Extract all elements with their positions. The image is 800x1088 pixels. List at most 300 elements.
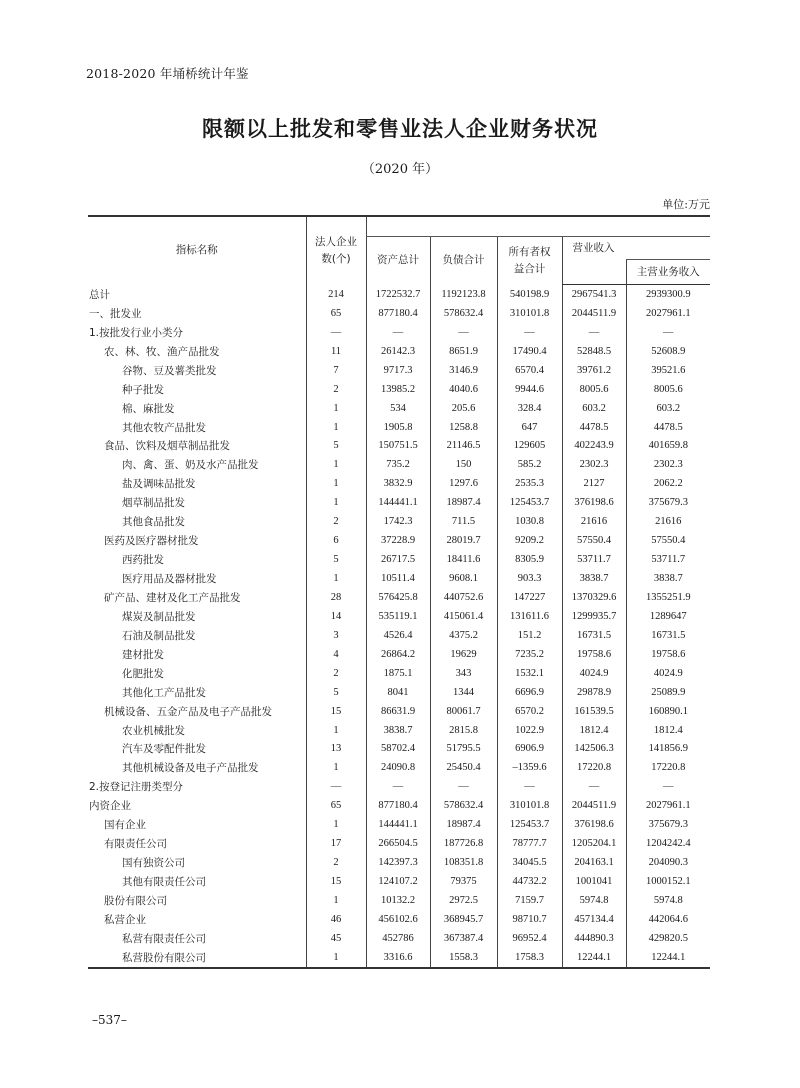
row-indicator-name: 西药批发: [122, 554, 164, 567]
row-indicator-name: 谷物、豆及薯类批发: [122, 364, 217, 377]
cell-main-business-revenue: 375679.3: [626, 815, 710, 834]
cell-owners-equity: 151.2: [497, 626, 562, 645]
header-equity-line2: 益合计: [513, 262, 546, 275]
page-number: –537–: [92, 1013, 127, 1027]
running-head: 2018-2020 年埇桥统计年鉴: [86, 66, 249, 81]
cell-enterprise-count: 1: [306, 758, 366, 777]
cell-owners-equity: —: [497, 777, 562, 796]
cell-operating-revenue: 1001041: [562, 872, 626, 891]
header-equity-line1: 所有者权: [508, 245, 551, 258]
cell-main-business-revenue: 57550.4: [626, 531, 710, 550]
table-row: [88, 399, 710, 418]
cell-main-business-revenue: 4478.5: [626, 418, 710, 437]
cell-main-business-revenue: 12244.1: [626, 948, 710, 968]
row-indicator-name: 其他化工产品批发: [122, 686, 206, 699]
cell-owners-equity: 585.2: [497, 455, 562, 474]
cell-operating-revenue: 376198.6: [562, 815, 626, 834]
table-row: [88, 569, 710, 588]
cell-operating-revenue: 57550.4: [562, 531, 626, 550]
cell-owners-equity: 34045.5: [497, 853, 562, 872]
table-row: [88, 342, 710, 361]
cell-main-business-revenue: 19758.6: [626, 645, 710, 664]
cell-owners-equity: 125453.7: [497, 493, 562, 512]
cell-operating-revenue: 204163.1: [562, 853, 626, 872]
row-indicator-name: 其他有限责任公司: [122, 876, 206, 889]
cell-total-assets: 26864.2: [366, 645, 430, 664]
cell-enterprise-count: 2: [306, 664, 366, 683]
cell-operating-revenue: 16731.5: [562, 626, 626, 645]
cell-enterprise-count: 3: [306, 626, 366, 645]
cell-operating-revenue: 4478.5: [562, 418, 626, 437]
row-indicator-name: 建材批发: [122, 648, 164, 661]
cell-owners-equity: 647: [497, 418, 562, 437]
cell-operating-revenue: 1370329.6: [562, 588, 626, 607]
cell-total-assets: 58702.4: [366, 740, 430, 759]
row-indicator-name: 其他机械设备及电子产品批发: [122, 762, 259, 775]
cell-owners-equity: 1532.1: [497, 664, 562, 683]
cell-operating-revenue: 402243.9: [562, 437, 626, 456]
financial-table-container: [88, 215, 710, 969]
cell-main-business-revenue: 401659.8: [626, 437, 710, 456]
cell-main-business-revenue: —: [626, 323, 710, 342]
row-indicator-name: 内资企业: [89, 800, 131, 813]
cell-operating-revenue: 2967541.3: [562, 285, 626, 304]
table-row: [88, 702, 710, 721]
cell-main-business-revenue: 1289647: [626, 607, 710, 626]
cell-main-business-revenue: 2027961.1: [626, 796, 710, 815]
cell-total-assets: 13985.2: [366, 380, 430, 399]
cell-main-business-revenue: 39521.6: [626, 361, 710, 380]
cell-total-assets: 8041: [366, 683, 430, 702]
header-indicator-name: 指标名称: [88, 216, 306, 285]
cell-owners-equity: 540198.9: [497, 285, 562, 304]
row-indicator-name: 股份有限公司: [104, 894, 167, 907]
cell-owners-equity: 8305.9: [497, 550, 562, 569]
page-subtitle: （2020 年）: [361, 162, 439, 177]
cell-main-business-revenue: 5974.8: [626, 891, 710, 910]
cell-operating-revenue: 4024.9: [562, 664, 626, 683]
row-indicator-name: 汽车及零配件批发: [122, 743, 206, 756]
cell-total-liabilities: 51795.5: [430, 740, 497, 759]
cell-main-business-revenue: 4024.9: [626, 664, 710, 683]
financial-table: [88, 215, 710, 969]
table-row: [88, 607, 710, 626]
row-indicator-name: 1.按批发行业小类分: [89, 326, 184, 339]
cell-operating-revenue: —: [562, 323, 626, 342]
header-count-line1: 法人企业: [315, 235, 357, 248]
cell-main-business-revenue: 52608.9: [626, 342, 710, 361]
cell-owners-equity: 96952.4: [497, 929, 562, 948]
row-indicator-name: 机械设备、五金产品及电子产品批发: [104, 705, 272, 718]
table-row: [88, 474, 710, 493]
cell-operating-revenue: 29878.9: [562, 683, 626, 702]
cell-total-assets: 10511.4: [366, 569, 430, 588]
cell-enterprise-count: 6: [306, 531, 366, 550]
cell-total-liabilities: 79375: [430, 872, 497, 891]
cell-operating-revenue: 52848.5: [562, 342, 626, 361]
cell-total-assets: 3832.9: [366, 474, 430, 493]
cell-main-business-revenue: 1812.4: [626, 721, 710, 740]
cell-enterprise-count: 1: [306, 815, 366, 834]
cell-main-business-revenue: 160890.1: [626, 702, 710, 721]
cell-main-business-revenue: 2027961.1: [626, 304, 710, 323]
cell-enterprise-count: 65: [306, 304, 366, 323]
cell-owners-equity: 6570.2: [497, 702, 562, 721]
table-row: [88, 929, 710, 948]
cell-total-assets: 37228.9: [366, 531, 430, 550]
table-row: [88, 512, 710, 531]
cell-main-business-revenue: 1204242.4: [626, 834, 710, 853]
cell-owners-equity: 98710.7: [497, 910, 562, 929]
table-row: [88, 361, 710, 380]
cell-main-business-revenue: 2062.2: [626, 474, 710, 493]
cell-main-business-revenue: 429820.5: [626, 929, 710, 948]
cell-operating-revenue: 1812.4: [562, 721, 626, 740]
header-revenue: 营业收入: [562, 237, 710, 260]
cell-enterprise-count: 11: [306, 342, 366, 361]
row-indicator-name: 食品、饮料及烟草制品批发: [104, 440, 230, 453]
cell-total-assets: 1905.8: [366, 418, 430, 437]
cell-owners-equity: 1030.8: [497, 512, 562, 531]
cell-operating-revenue: 161539.5: [562, 702, 626, 721]
cell-operating-revenue: 21616: [562, 512, 626, 531]
row-indicator-name: 有限责任公司: [104, 838, 167, 851]
cell-main-business-revenue: 442064.6: [626, 910, 710, 929]
cell-total-assets: 3838.7: [366, 721, 430, 740]
table-row: [88, 758, 710, 777]
cell-operating-revenue: 17220.8: [562, 758, 626, 777]
cell-operating-revenue: 457134.4: [562, 910, 626, 929]
cell-main-business-revenue: 17220.8: [626, 758, 710, 777]
header-main-revenue: 主营业务收入: [626, 260, 710, 285]
cell-owners-equity: 78777.7: [497, 834, 562, 853]
cell-owners-equity: 1758.3: [497, 948, 562, 968]
cell-enterprise-count: 214: [306, 285, 366, 304]
row-indicator-name: 肉、禽、蛋、奶及水产品批发: [122, 459, 259, 472]
table-row: [88, 948, 710, 968]
table-row: [88, 626, 710, 645]
row-indicator-name: 矿产品、建材及化工产品批发: [104, 591, 241, 604]
row-indicator-name: 农、林、牧、渔产品批发: [104, 345, 220, 358]
table-row: [88, 740, 710, 759]
cell-operating-revenue: 5974.8: [562, 891, 626, 910]
header-assets: 资产总计: [366, 237, 430, 285]
cell-total-liabilities: 578632.4: [430, 796, 497, 815]
cell-total-assets: 10132.2: [366, 891, 430, 910]
cell-enterprise-count: 45: [306, 929, 366, 948]
header-liabilities: 负债合计: [430, 237, 497, 285]
table-row: [88, 550, 710, 569]
row-indicator-name: 棉、麻批发: [122, 402, 175, 415]
cell-total-liabilities: 1192123.8: [430, 285, 497, 304]
cell-main-business-revenue: 25089.9: [626, 683, 710, 702]
cell-total-liabilities: 80061.7: [430, 702, 497, 721]
cell-total-liabilities: 25450.4: [430, 758, 497, 777]
cell-owners-equity: 125453.7: [497, 815, 562, 834]
cell-owners-equity: 1022.9: [497, 721, 562, 740]
cell-operating-revenue: 3838.7: [562, 569, 626, 588]
cell-operating-revenue: 19758.6: [562, 645, 626, 664]
cell-total-assets: 144441.1: [366, 493, 430, 512]
cell-main-business-revenue: 1355251.9: [626, 588, 710, 607]
table-row: [88, 891, 710, 910]
page-title: 限额以上批发和零售业法人企业财务状况: [202, 117, 598, 141]
table-row: [88, 815, 710, 834]
cell-operating-revenue: 39761.2: [562, 361, 626, 380]
header-equity: [497, 237, 562, 285]
cell-total-liabilities: 2972.5: [430, 891, 497, 910]
cell-enterprise-count: 65: [306, 796, 366, 815]
cell-total-assets: 877180.4: [366, 796, 430, 815]
cell-operating-revenue: 2302.3: [562, 455, 626, 474]
cell-main-business-revenue: 2939300.9: [626, 285, 710, 304]
table-row: [88, 664, 710, 683]
cell-operating-revenue: 2044511.9: [562, 796, 626, 815]
row-indicator-name: 私营企业: [104, 913, 146, 926]
cell-total-assets: 26142.3: [366, 342, 430, 361]
cell-total-assets: 3316.6: [366, 948, 430, 968]
row-indicator-name: 国有独资公司: [122, 857, 185, 870]
cell-total-liabilities: 367387.4: [430, 929, 497, 948]
cell-total-liabilities: 1558.3: [430, 948, 497, 968]
table-row: [88, 418, 710, 437]
cell-total-liabilities: 28019.7: [430, 531, 497, 550]
cell-enterprise-count: 46: [306, 910, 366, 929]
cell-enterprise-count: 1: [306, 418, 366, 437]
table-row: [88, 323, 710, 342]
cell-total-liabilities: 18987.4: [430, 815, 497, 834]
cell-total-assets: 1742.3: [366, 512, 430, 531]
cell-main-business-revenue: 21616: [626, 512, 710, 531]
cell-owners-equity: 2535.3: [497, 474, 562, 493]
table-row: [88, 721, 710, 740]
cell-owners-equity: 9209.2: [497, 531, 562, 550]
cell-enterprise-count: 1: [306, 493, 366, 512]
cell-total-liabilities: 343: [430, 664, 497, 683]
cell-main-business-revenue: 1000152.1: [626, 872, 710, 891]
cell-owners-equity: 44732.2: [497, 872, 562, 891]
cell-enterprise-count: 1: [306, 455, 366, 474]
row-indicator-name: 2.按登记注册类型分: [89, 781, 184, 794]
cell-owners-equity: 6570.4: [497, 361, 562, 380]
cell-main-business-revenue: 375679.3: [626, 493, 710, 512]
cell-total-liabilities: 415061.4: [430, 607, 497, 626]
table-row: [88, 455, 710, 474]
cell-owners-equity: 147227: [497, 588, 562, 607]
cell-total-assets: 9717.3: [366, 361, 430, 380]
cell-total-liabilities: 4040.6: [430, 380, 497, 399]
cell-operating-revenue: 142506.3: [562, 740, 626, 759]
cell-total-liabilities: 3146.9: [430, 361, 497, 380]
table-row: [88, 645, 710, 664]
cell-enterprise-count: 5: [306, 683, 366, 702]
cell-total-liabilities: 18987.4: [430, 493, 497, 512]
row-indicator-name: 一、批发业: [89, 307, 142, 320]
cell-total-assets: 877180.4: [366, 304, 430, 323]
cell-enterprise-count: 14: [306, 607, 366, 626]
unit-label: 单位:万元: [662, 198, 710, 211]
cell-total-assets: 4526.4: [366, 626, 430, 645]
cell-enterprise-count: 13: [306, 740, 366, 759]
cell-total-liabilities: 19629: [430, 645, 497, 664]
table-row: [88, 777, 710, 796]
cell-total-liabilities: 1297.6: [430, 474, 497, 493]
cell-operating-revenue: —: [562, 777, 626, 796]
cell-total-assets: 1722532.7: [366, 285, 430, 304]
cell-enterprise-count: 5: [306, 437, 366, 456]
row-indicator-name: 种子批发: [122, 383, 164, 396]
cell-total-assets: 144441.1: [366, 815, 430, 834]
cell-main-business-revenue: 3838.7: [626, 569, 710, 588]
table-row: [88, 853, 710, 872]
cell-total-liabilities: 711.5: [430, 512, 497, 531]
cell-operating-revenue: 376198.6: [562, 493, 626, 512]
cell-enterprise-count: —: [306, 323, 366, 342]
cell-operating-revenue: 1205204.1: [562, 834, 626, 853]
cell-total-assets: 86631.9: [366, 702, 430, 721]
table-row: [88, 834, 710, 853]
cell-total-assets: 26717.5: [366, 550, 430, 569]
cell-owners-equity: –1359.6: [497, 758, 562, 777]
cell-owners-equity: 17490.4: [497, 342, 562, 361]
cell-total-liabilities: —: [430, 777, 497, 796]
table-row: [88, 285, 710, 304]
cell-enterprise-count: 1: [306, 721, 366, 740]
table-body: [88, 285, 710, 968]
cell-total-assets: 535119.1: [366, 607, 430, 626]
cell-enterprise-count: 1: [306, 948, 366, 968]
table-row: [88, 683, 710, 702]
table-row: [88, 380, 710, 399]
cell-enterprise-count: 28: [306, 588, 366, 607]
cell-main-business-revenue: 53711.7: [626, 550, 710, 569]
cell-enterprise-count: 2: [306, 512, 366, 531]
cell-main-business-revenue: 603.2: [626, 399, 710, 418]
cell-owners-equity: 131611.6: [497, 607, 562, 626]
cell-operating-revenue: 12244.1: [562, 948, 626, 968]
cell-enterprise-count: 1: [306, 569, 366, 588]
row-indicator-name: 农业机械批发: [122, 724, 185, 737]
cell-total-liabilities: 187726.8: [430, 834, 497, 853]
cell-enterprise-count: 1: [306, 474, 366, 493]
cell-enterprise-count: 2: [306, 380, 366, 399]
row-indicator-name: 国有企业: [104, 819, 146, 832]
cell-total-liabilities: 205.6: [430, 399, 497, 418]
cell-total-assets: 452786: [366, 929, 430, 948]
cell-total-liabilities: 8651.9: [430, 342, 497, 361]
row-indicator-name: 烟草制品批发: [122, 497, 185, 510]
cell-operating-revenue: 8005.6: [562, 380, 626, 399]
cell-total-liabilities: 440752.6: [430, 588, 497, 607]
header-count-line2: 数(个): [321, 252, 351, 265]
cell-operating-revenue: 2044511.9: [562, 304, 626, 323]
row-indicator-name: 其他食品批发: [122, 516, 185, 529]
cell-operating-revenue: 1299935.7: [562, 607, 626, 626]
table-row: [88, 493, 710, 512]
cell-total-liabilities: 9608.1: [430, 569, 497, 588]
cell-operating-revenue: 444890.3: [562, 929, 626, 948]
row-indicator-name: 私营有限责任公司: [122, 932, 206, 945]
cell-total-assets: 24090.8: [366, 758, 430, 777]
header-revenue-spacer: [562, 260, 626, 285]
cell-owners-equity: —: [497, 323, 562, 342]
cell-total-liabilities: 21146.5: [430, 437, 497, 456]
cell-total-liabilities: 578632.4: [430, 304, 497, 323]
header-group-spacer: [366, 216, 710, 237]
cell-total-liabilities: 18411.6: [430, 550, 497, 569]
cell-main-business-revenue: 8005.6: [626, 380, 710, 399]
cell-enterprise-count: 1: [306, 891, 366, 910]
cell-owners-equity: 903.3: [497, 569, 562, 588]
row-indicator-name: 石油及制品批发: [122, 629, 196, 642]
row-indicator-name: 化肥批发: [122, 667, 164, 680]
cell-enterprise-count: 2: [306, 853, 366, 872]
cell-enterprise-count: 15: [306, 702, 366, 721]
row-indicator-name: 医药及医疗器材批发: [104, 535, 199, 548]
cell-total-assets: —: [366, 777, 430, 796]
cell-enterprise-count: 15: [306, 872, 366, 891]
cell-enterprise-count: 4: [306, 645, 366, 664]
table-row: [88, 437, 710, 456]
cell-total-liabilities: 1258.8: [430, 418, 497, 437]
cell-owners-equity: 6906.9: [497, 740, 562, 759]
cell-total-assets: 142397.3: [366, 853, 430, 872]
cell-owners-equity: 7159.7: [497, 891, 562, 910]
table-row: [88, 910, 710, 929]
cell-total-assets: 534: [366, 399, 430, 418]
cell-enterprise-count: 17: [306, 834, 366, 853]
table-row: [88, 588, 710, 607]
cell-operating-revenue: 53711.7: [562, 550, 626, 569]
cell-total-assets: 735.2: [366, 455, 430, 474]
table-row: [88, 872, 710, 891]
cell-owners-equity: 129605: [497, 437, 562, 456]
cell-total-liabilities: 108351.8: [430, 853, 497, 872]
cell-main-business-revenue: —: [626, 777, 710, 796]
cell-main-business-revenue: 2302.3: [626, 455, 710, 474]
cell-total-liabilities: 368945.7: [430, 910, 497, 929]
row-indicator-name: 医疗用品及器材批发: [122, 573, 217, 586]
cell-owners-equity: 9944.6: [497, 380, 562, 399]
cell-enterprise-count: —: [306, 777, 366, 796]
cell-owners-equity: 6696.9: [497, 683, 562, 702]
table-row: [88, 531, 710, 550]
table-row: [88, 796, 710, 815]
row-indicator-name: 其他农牧产品批发: [122, 421, 206, 434]
cell-enterprise-count: 1: [306, 399, 366, 418]
cell-total-liabilities: —: [430, 323, 497, 342]
cell-owners-equity: 7235.2: [497, 645, 562, 664]
cell-main-business-revenue: 204090.3: [626, 853, 710, 872]
cell-operating-revenue: 603.2: [562, 399, 626, 418]
cell-owners-equity: 310101.8: [497, 796, 562, 815]
cell-total-liabilities: 1344: [430, 683, 497, 702]
cell-owners-equity: 310101.8: [497, 304, 562, 323]
cell-total-liabilities: 4375.2: [430, 626, 497, 645]
table-row: [88, 304, 710, 323]
cell-total-assets: 150751.5: [366, 437, 430, 456]
cell-total-assets: 456102.6: [366, 910, 430, 929]
row-indicator-name: 盐及调味品批发: [122, 478, 196, 491]
row-indicator-name: 煤炭及制品批发: [122, 610, 196, 623]
cell-main-business-revenue: 16731.5: [626, 626, 710, 645]
row-indicator-name: 总计: [89, 288, 110, 301]
cell-main-business-revenue: 141856.9: [626, 740, 710, 759]
cell-total-liabilities: 2815.8: [430, 721, 497, 740]
cell-enterprise-count: 5: [306, 550, 366, 569]
cell-total-assets: —: [366, 323, 430, 342]
cell-total-assets: 124107.2: [366, 872, 430, 891]
